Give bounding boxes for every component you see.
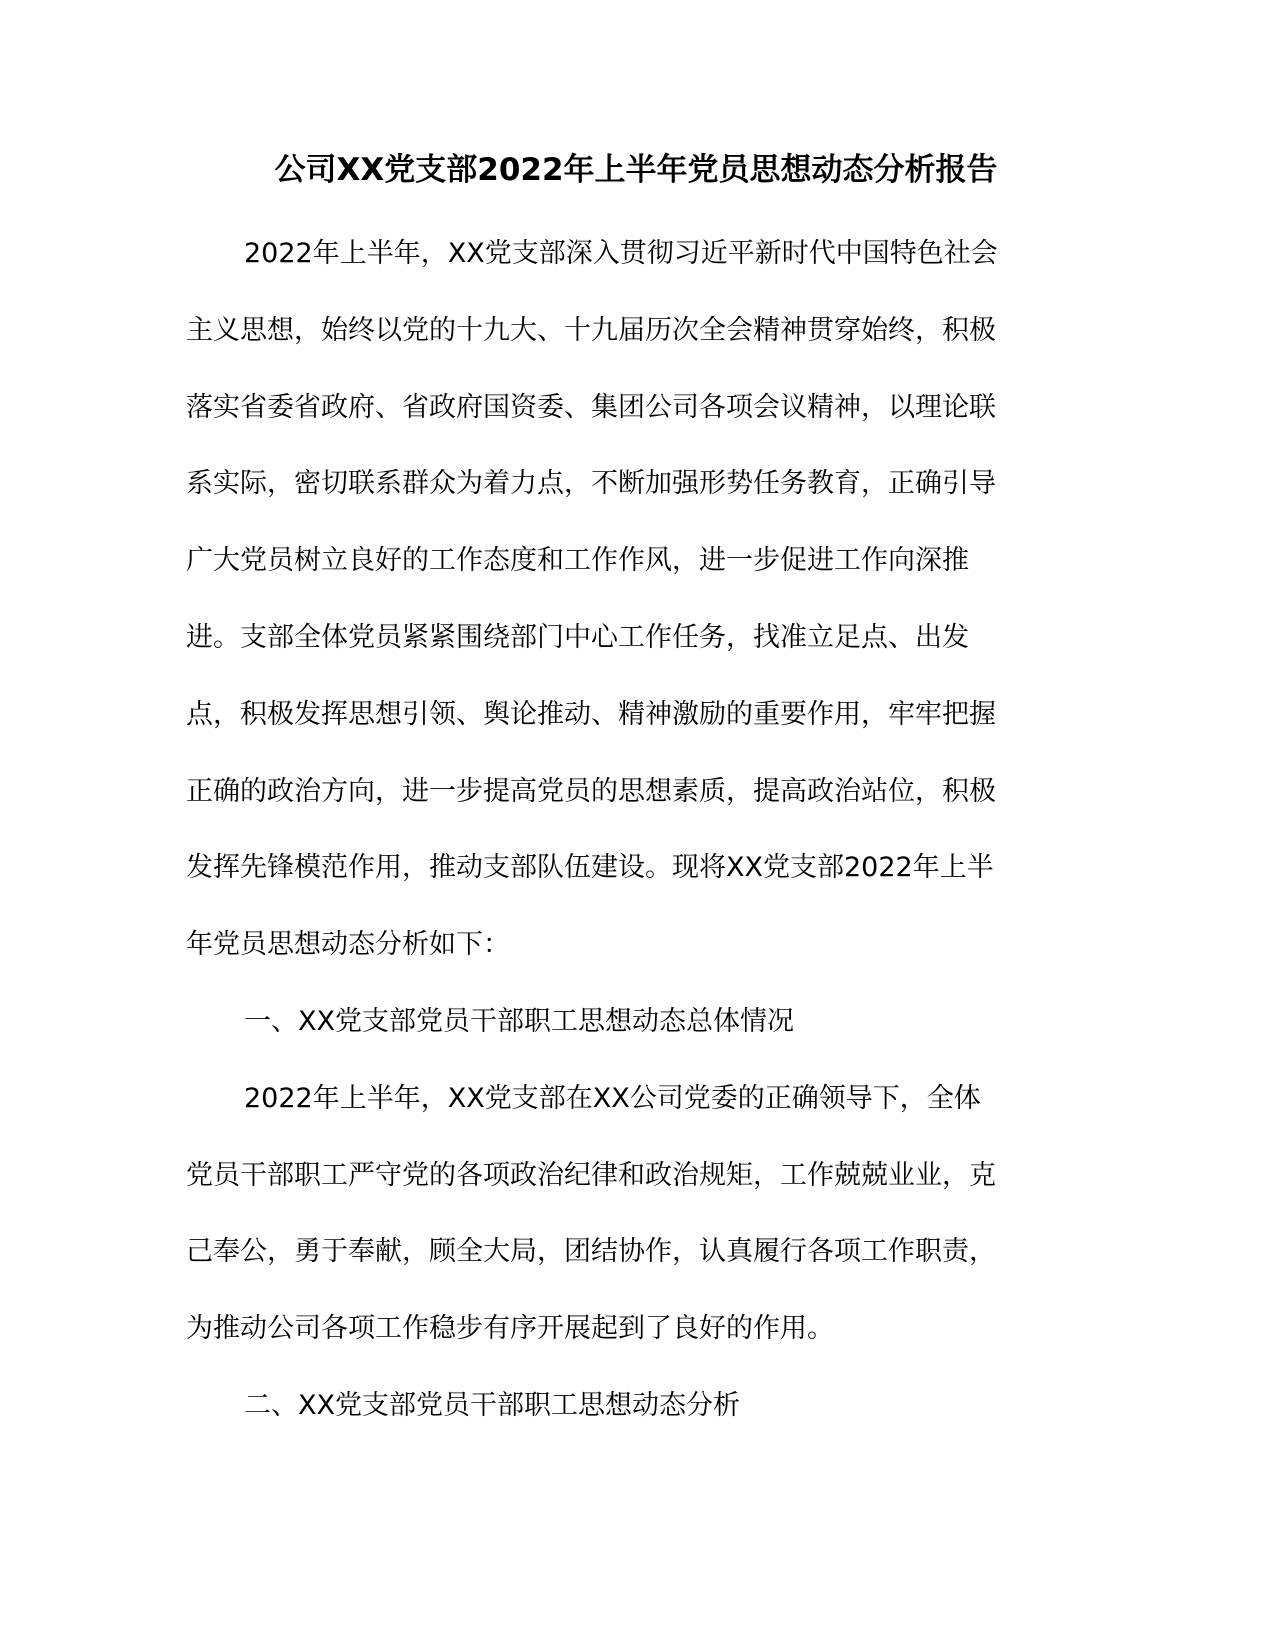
text-line: 进。支部全体党员紧紧围绕部门中心工作任务，找准立足点、出发 (186, 621, 969, 653)
text-line: 己奉公，勇于奉献，顾全大局，团结协作，认真履行各项工作职责， (186, 1236, 996, 1268)
document-body (186, 140, 1086, 1445)
text-line: 2022年上半年，XX党支部在XX公司党委的正确领导下，全体 (244, 1082, 981, 1114)
text-line: 二、XX党支部党员干部职工思想动态分析 (244, 1389, 740, 1421)
text-line: 点，积极发挥思想引领、舆论推动、精神激励的重要作用，牢牢把握 (186, 698, 996, 730)
text-line: 为推动公司各项工作稳步有序开展起到了良好的作用。 (186, 1313, 834, 1345)
document-title: 公司XX党支部2022年上半年党员思想动态分析报告 (274, 152, 998, 188)
text-line: 发挥先锋模范作用，推动支部队伍建设。现将XX党支部2022年上半 (186, 852, 994, 884)
text-line: 一、XX党支部党员干部职工思想动态总体情况 (244, 1005, 794, 1037)
text-line: 系实际，密切联系群众为着力点，不断加强形势任务教育，正确引导 (186, 468, 996, 500)
text-line: 年党员思想动态分析如下： (186, 929, 510, 961)
text-line: 正确的政治方向，进一步提高党员的思想素质，提高政治站位，积极 (186, 775, 996, 807)
text-line: 党员干部职工严守党的各项政治纪律和政治规矩，工作兢兢业业，克 (186, 1159, 996, 1191)
text-line: 2022年上半年，XX党支部深入贯彻习近平新时代中国特色社会 (244, 238, 998, 269)
paragraph-lines (186, 216, 1086, 1445)
text-line: 落实省委省政府、省政府国资委、集团公司各项会议精神，以理论联 (186, 391, 996, 423)
text-line: 广大党员树立良好的工作态度和工作作风，进一步促进工作向深推 (186, 545, 969, 577)
text-line: 主义思想，始终以党的十九大、十九届历次全会精神贯穿始终，积极 (186, 314, 996, 346)
